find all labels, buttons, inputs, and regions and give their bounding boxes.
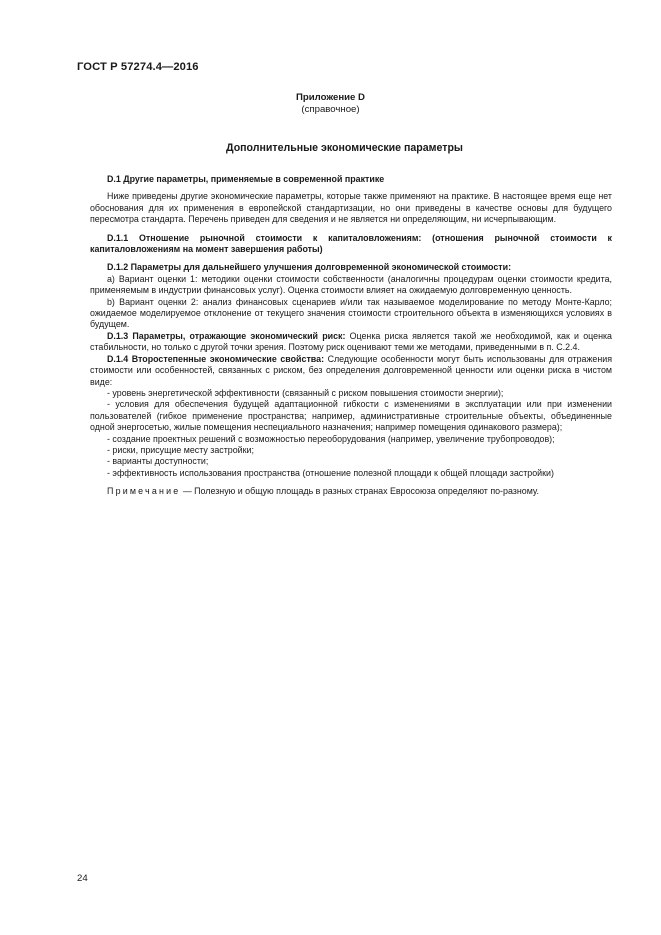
list-item: - уровень энергетической эффективности (связанный с риском повышения стоимости энергии); [107, 387, 504, 398]
d13-paragraph [90, 331, 612, 354]
appendix-title: Приложение D [296, 92, 365, 103]
d12-item-b: b) Вариант оценки 2: анализ финансовых сценариев и/или так называемое моделирование по методу Монте-Карло; ожидаемое моделируемое отклонение от текущего значения стоимости строительного объекта в изменяющихся условиях в будущем. [90, 296, 612, 330]
d13-text: Оценка риска является такой же необходимой, как и оценка стабильности, но только с другой точки зрения. Поэтому риск оценивают теми же методами, приведенными в п. С.2.4. [90, 330, 612, 353]
d14-heading: D.1.4 Второстепенные экономические свойства: [107, 353, 325, 364]
d14-text: Следующие особенности могут быть использованы для отражения стоимости или особенностей, связанных с риском, без определения долговременной ценности или оценки риска в чистом виде: [90, 353, 612, 387]
d11-heading: D.1.1 Отношение рыночной стоимости к капиталовложениям: (отношения рыночной стоимости к капиталовложениям на момент завершения работы) [90, 232, 612, 255]
note-text: — Полезную и общую площадь в разных странах Евросоюза определяют по-разному. [180, 486, 539, 497]
note-label: Примечание [107, 486, 181, 497]
list-item: - варианты доступности; [107, 456, 209, 467]
d14-paragraph [90, 354, 612, 388]
appendix-subtitle: (справочное) [301, 104, 360, 115]
list-item: - эффективность использования пространства (отношение полезной площади к общей площади застройки) [107, 467, 554, 478]
page-number: 24 [77, 873, 88, 884]
d12-item-a: а) Вариант оценки 1: методики оценки стоимости собственности (аналогичны процедурам оценки стоимости кредита, применяемым в индустрии финансовых услуг). Оценка стоимости влияет на ожидаемую долговременную ценность. [90, 273, 612, 296]
standard-header: ГОСТ Р 57274.4—2016 [77, 61, 199, 73]
list-item: - создание проектных решений с возможностью переоборудования (например, увеличение трубопроводов); [107, 433, 555, 444]
list-item: - условия для обеспечения будущей адаптационной гибкости с изменениями в эксплуатации или при изменении пользователей (гибкое применение пространства; например, административные строительные объекты, объединенные одной энергосетью, жилые помещения неспециального назначения; например помещения одинакового размера); [90, 399, 612, 433]
list-item: - риски, присущие месту застройки; [107, 444, 254, 455]
document-body [90, 174, 612, 498]
note-paragraph [90, 486, 612, 497]
section-title: Дополнительные экономические параметры [226, 142, 463, 154]
d1-heading: D.1 Другие параметры, применяемые в современной практике [107, 174, 385, 184]
d1-paragraph: Ниже приведены другие экономические параметры, которые также применяют на практике. В настоящее время еще нет обоснования для их применения в европейской стандартизации, но они приведены в качестве основы для будущего пересмотра стандарта. Перечень приведен для сведения и не является ни определяющим, ни исчерпывающим. [90, 191, 612, 225]
d13-heading: D.1.3 Параметры, отражающие экономический риск: [107, 330, 346, 341]
d12-heading: D.1.2 Параметры для дальнейшего улучшения долговременной экономической стоимости: [107, 262, 512, 273]
